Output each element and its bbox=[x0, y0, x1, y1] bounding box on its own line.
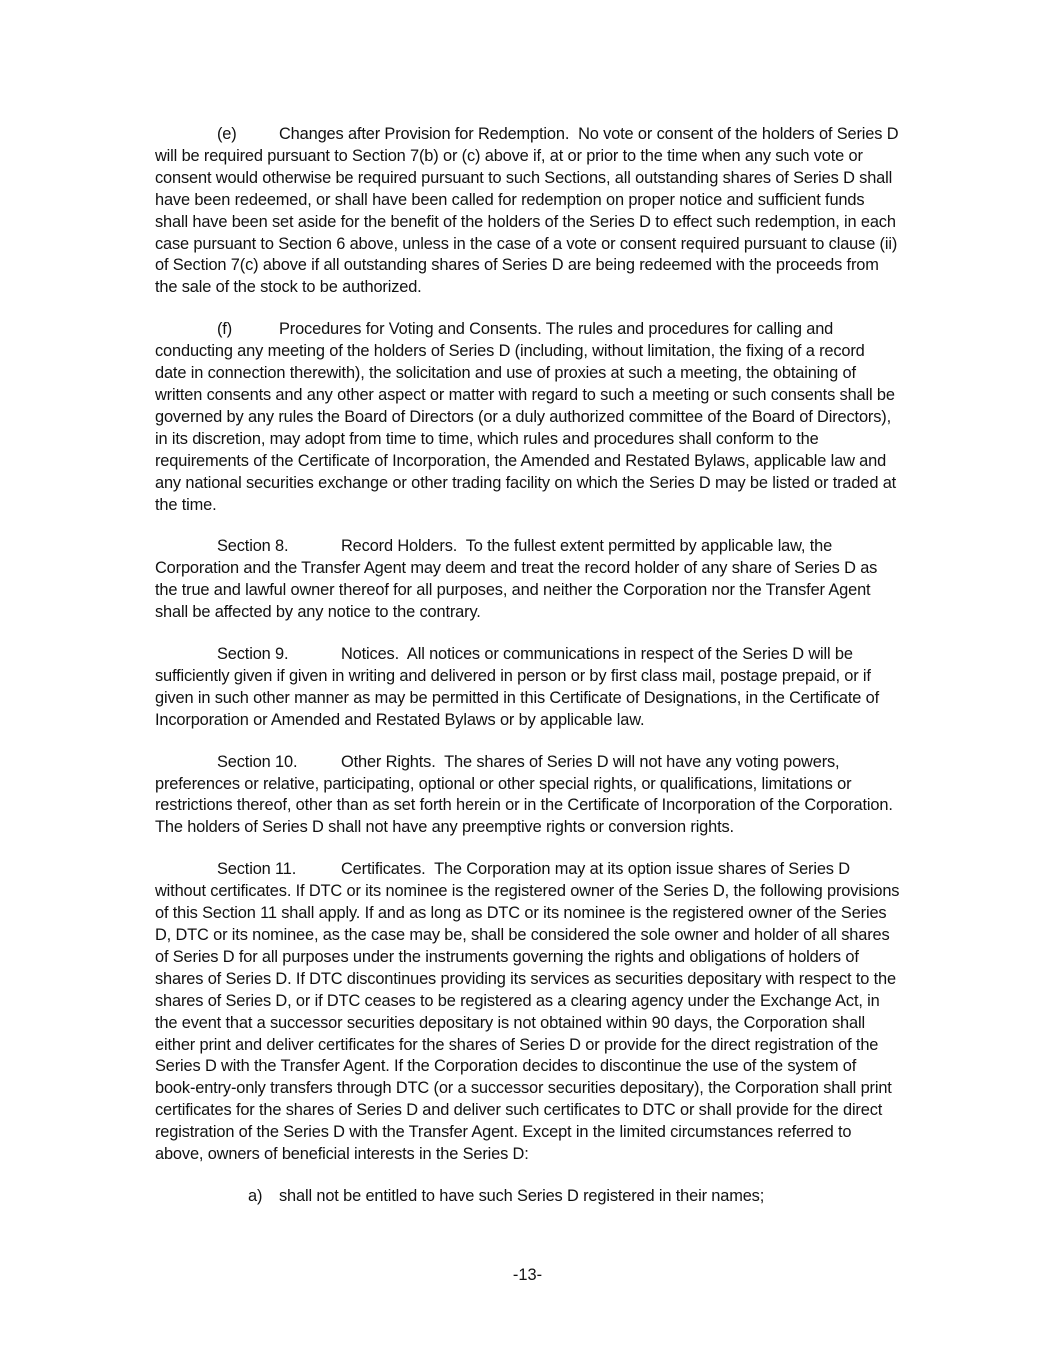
section-9 bbox=[155, 644, 900, 732]
page-number: -13- bbox=[512, 1266, 543, 1284]
section-text: The Corporation may at its option issue shares of Series D without certificates. If DTC or its nominee is the registered owner of the Series D, the following provisions of this Section 11 shall apply. If and as long as DTC or its nominee is the registered owner of the Series D, DTC or its nominee, as the case may be, shall be considered the sole owner and holder of all shares of Series D for all purposes under the instruments governing the rights and obligations of holders of shares of Series D. If DTC discontinues providing its services as securities depositary with respect to the shares of Series D, or if DTC ceases to be registered as a clearing agency under the Exchange Act, in the event that a successor securities depositary is not obtained within 90 days, the Corporation shall either print and deliver certificates for the shares of Series D or provide for the direct registration of the Series D with the Transfer Agent. If the Corporation decides to discontinue the use of the system of book-entry-only transfers through DTC (or a successor securities depositary), the Corporation shall print certificates for the shares of Series D and deliver such certificates to DTC or shall provide for the direct registration of the Series D with the Transfer Agent. Except in the limited circumstances referred to above, owners of beneficial interests in the Series D: bbox=[155, 860, 900, 1164]
section-text: To the fullest extent permitted by applicable law, the Corporation and the Transfer Agent may deem and treat the record holder of any share of Series D as the true and lawful owner thereof for all purposes, and neither the Corporation nor the Transfer Agent shall be affected by any notice to the contrary. bbox=[155, 537, 878, 622]
section-heading: Certificates. bbox=[341, 860, 426, 879]
section-text: All notices or communications in respect of the Series D will be sufficiently given if given in writing and delivered in person or by first class mail, postage prepaid, or if given in such other manner as may be permitted in this Certificate of Designations, in the Certificate of Incorporation or Amended and Restated Bylaws or by applicable law. bbox=[155, 645, 880, 729]
paragraph-number: (e) bbox=[217, 125, 237, 143]
paragraph-number: (f) bbox=[217, 320, 233, 339]
paragraph-text: The rules and procedures for calling and conducting any meeting of the holders of Series D (including, without limitation, the fixing of a record date in connection therewith), the solicitation and use of proxies at such a meeting, the obtaining of written consents and any other aspect or matter with regard to such a meeting or such consents shall be governed by any rules the Board of Directors (or a duly authorized committee of the Board of Directors), in its discretion, may adopt from time to time, which rules and procedures shall conform to the requirements of the Certificate of Incorporation, the Amended and Restated Bylaws, applicable law and any national securities exchange or other trading facility on which the Series D may be listed or traded at the time. bbox=[155, 320, 897, 514]
paragraph-e bbox=[155, 124, 900, 299]
section-text: The shares of Series D will not have any voting powers, preferences or relative, participating, optional or other special rights, or qualifications, limitations or restrictions thereof, other than as set forth herein or in the Certificate of Incorporation of the Corporation. The holders of Series D shall not have any preemptive rights or conversion rights. bbox=[155, 752, 893, 837]
section-heading: Record Holders. bbox=[341, 537, 458, 556]
document-body bbox=[155, 124, 900, 1208]
section-heading: Other Rights. bbox=[341, 752, 436, 771]
section-number: Section 11. bbox=[217, 860, 297, 879]
section-number: Section 8. bbox=[217, 537, 289, 556]
section-heading: Notices. bbox=[341, 645, 400, 664]
section-11 bbox=[155, 859, 900, 1166]
section-number: Section 9. bbox=[217, 645, 289, 664]
paragraph-f bbox=[155, 319, 900, 516]
list-item-text: shall not be entitled to have such Series D registered in their names; bbox=[279, 1186, 765, 1205]
list-item bbox=[155, 1186, 900, 1208]
paragraph-heading: Changes after Provision for Redemption. bbox=[279, 125, 570, 143]
section-8 bbox=[155, 536, 900, 624]
paragraph-heading: Procedures for Voting and Consents. bbox=[279, 320, 542, 339]
list-marker: a) bbox=[248, 1186, 263, 1205]
section-number: Section 10. bbox=[217, 752, 298, 771]
paragraph-text: No vote or consent of the holders of Series D will be required pursuant to Section 7(b) or (c) above if, at or prior to the time when any such vote or consent would otherwise be required pursuant to such Sections, all outstanding shares of Series D shall have been redeemed, or shall have been called for redemption on proper notice and sufficient funds shall have been set aside for the benefit of the holders of the Series D to effect such redemption, in each case pursuant to Section 6 above, unless in the case of a vote or consent required pursuant to clause (ii) of Section 7(c) above if all outstanding shares of Series D are being redeemed with the proceeds from the sale of the stock to be authorized. bbox=[155, 125, 899, 297]
section-10 bbox=[155, 752, 900, 840]
